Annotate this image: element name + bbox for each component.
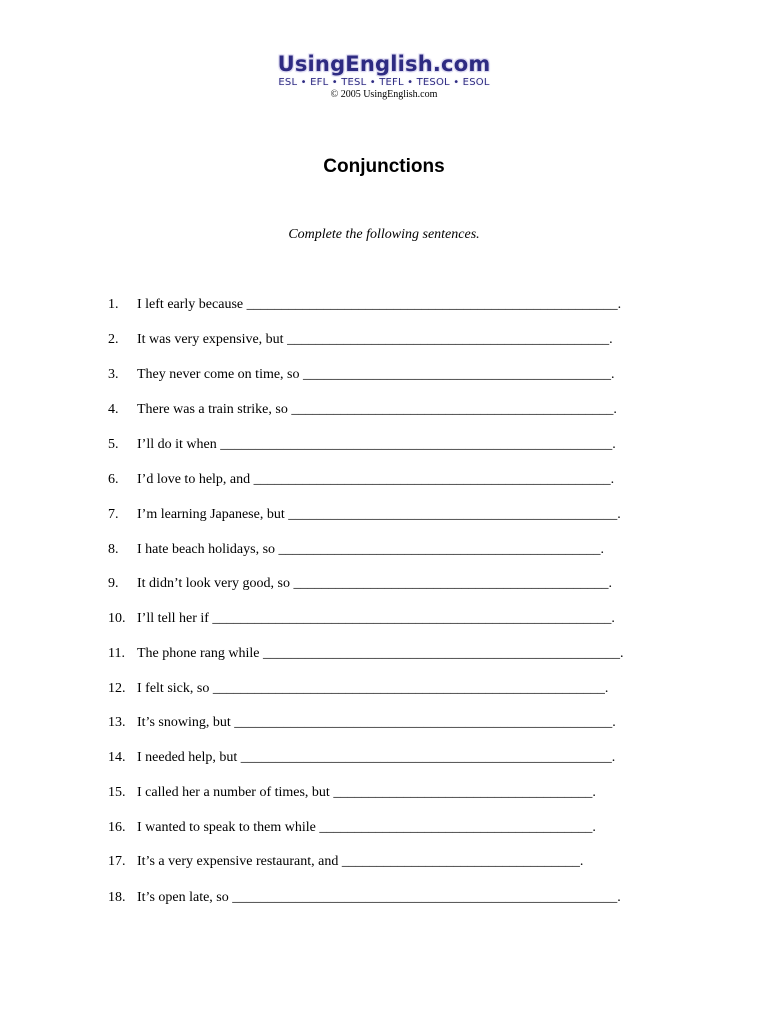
exercise-item xyxy=(108,296,668,314)
item-number: 14. xyxy=(108,750,126,765)
exercise-item xyxy=(108,819,668,837)
copyright-notice: © 2005 UsingEnglish.com xyxy=(330,89,438,100)
exercise-item xyxy=(108,541,668,559)
exercise-item xyxy=(108,401,668,419)
instructions: Complete the following sentences. xyxy=(288,227,480,242)
exercise-item xyxy=(108,471,668,489)
item-number: 5. xyxy=(108,437,119,452)
exercise-item xyxy=(108,680,668,698)
exercise-item xyxy=(108,784,668,802)
item-sentence: It’s a very expensive restaurant, and __________________________________. xyxy=(137,854,584,869)
item-number: 17. xyxy=(108,854,126,869)
item-number: 2. xyxy=(108,332,119,347)
logo-text: UsingEnglish.com xyxy=(277,52,491,76)
exercise-item xyxy=(108,331,668,349)
page-title: Conjunctions xyxy=(323,156,445,177)
item-sentence: It’s snowing, but ______________________________________________________. xyxy=(137,715,616,730)
exercise-item xyxy=(108,889,668,907)
item-sentence: I left early because _____________________________________________________. xyxy=(137,297,622,312)
item-sentence: There was a train strike, so ______________________________________________. xyxy=(137,402,617,417)
item-number: 4. xyxy=(108,402,119,417)
item-number: 3. xyxy=(108,367,119,382)
item-sentence: They never come on time, so ____________________________________________. xyxy=(137,367,615,382)
exercise-item xyxy=(108,506,668,524)
item-sentence: I needed help, but _____________________________________________________. xyxy=(137,750,616,765)
exercise-item xyxy=(108,749,668,767)
item-number: 12. xyxy=(108,681,126,696)
item-number: 18. xyxy=(108,890,126,905)
item-number: 6. xyxy=(108,472,119,487)
item-sentence: I’ll do it when ________________________________________________________. xyxy=(137,437,616,452)
exercise-item xyxy=(108,714,668,732)
logo-tagline: ESL • EFL • TESL • TEFL • TESOL • ESOL xyxy=(278,77,490,88)
item-sentence: It’s open late, so _______________________________________________________. xyxy=(137,890,621,905)
exercise-item xyxy=(108,610,668,628)
item-number: 16. xyxy=(108,820,126,835)
item-sentence: I called her a number of times, but _____________________________________. xyxy=(137,785,596,800)
site-logo xyxy=(0,52,768,101)
exercise-item xyxy=(108,575,668,593)
item-sentence: I’m learning Japanese, but _______________________________________________. xyxy=(137,507,621,522)
exercise-item xyxy=(108,436,668,454)
exercise-item xyxy=(108,366,668,384)
item-sentence: It was very expensive, but ______________________________________________. xyxy=(137,332,613,347)
item-number: 9. xyxy=(108,576,119,591)
exercise-item xyxy=(108,853,668,871)
item-sentence: The phone rang while ___________________________________________________. xyxy=(137,646,624,661)
item-sentence: I wanted to speak to them while _______________________________________. xyxy=(137,820,596,835)
item-number: 13. xyxy=(108,715,126,730)
item-sentence: I’d love to help, and ___________________________________________________. xyxy=(137,472,615,487)
item-number: 10. xyxy=(108,611,126,626)
item-sentence: I hate beach holidays, so ______________________________________________. xyxy=(137,542,605,557)
item-number: 11. xyxy=(108,646,125,661)
item-number: 15. xyxy=(108,785,126,800)
item-sentence: I felt sick, so ________________________________________________________. xyxy=(137,681,609,696)
item-number: 7. xyxy=(108,507,119,522)
item-number: 8. xyxy=(108,542,119,557)
exercise-item xyxy=(108,645,668,663)
item-sentence: It didn’t look very good, so _____________________________________________. xyxy=(137,576,612,591)
item-sentence: I’ll tell her if _________________________________________________________. xyxy=(137,611,615,626)
item-number: 1. xyxy=(108,297,119,312)
